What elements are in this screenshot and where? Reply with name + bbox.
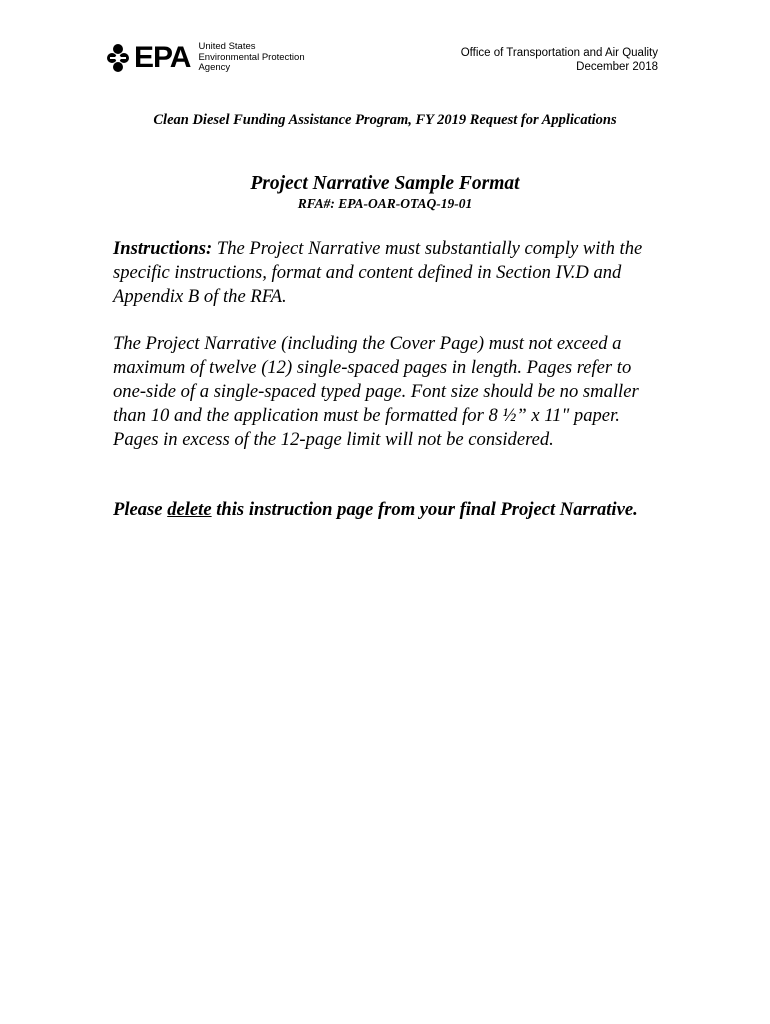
office-name: Office of Transportation and Air Quality bbox=[460, 47, 658, 59]
epa-flower-icon bbox=[106, 43, 130, 73]
epa-logo bbox=[106, 42, 305, 74]
delete-note-before: Please bbox=[113, 499, 168, 520]
rfa-number: RFA#: EPA-OAR-OTAQ-19-01 bbox=[297, 196, 473, 211]
delete-note-paragraph bbox=[113, 498, 658, 522]
document-title: Project Narrative Sample Format bbox=[250, 173, 520, 194]
logo-agency-name bbox=[198, 42, 304, 74]
delete-note-after: this instruction page from your final Project Narrative. bbox=[211, 499, 638, 520]
delete-note-emphasis: delete bbox=[167, 499, 212, 520]
logo-line-1: United States bbox=[198, 41, 256, 52]
instructions-label: Instructions: bbox=[113, 238, 213, 259]
instructions-paragraph bbox=[113, 237, 658, 309]
logo-letters: EPA bbox=[134, 40, 191, 74]
page-limit-paragraph: The Project Narrative (including the Cover Page) must not exceed a maximum of twelve (12) single-spaced pages in length. Pages refer to one-side of a single-spaced typed page. Font size should be no smaller than 10 and the application must be formatted for 8 ½” x 11" paper. Pages in excess of the 12-page limit will not be considered. bbox=[113, 333, 639, 450]
instructions-text: The Project Narrative must substantially comply with the specific instructions, format and content defined in Section IV.D and Appendix B of the RFA. bbox=[113, 238, 643, 307]
logo-line-3: Agency bbox=[198, 62, 231, 73]
program-title: Clean Diesel Funding Assistance Program, FY 2019 Request for Applications bbox=[153, 112, 617, 128]
logo-line-2: Environmental Protection bbox=[198, 51, 305, 63]
header-date: December 2018 bbox=[576, 61, 658, 73]
header-office-info bbox=[461, 46, 658, 74]
